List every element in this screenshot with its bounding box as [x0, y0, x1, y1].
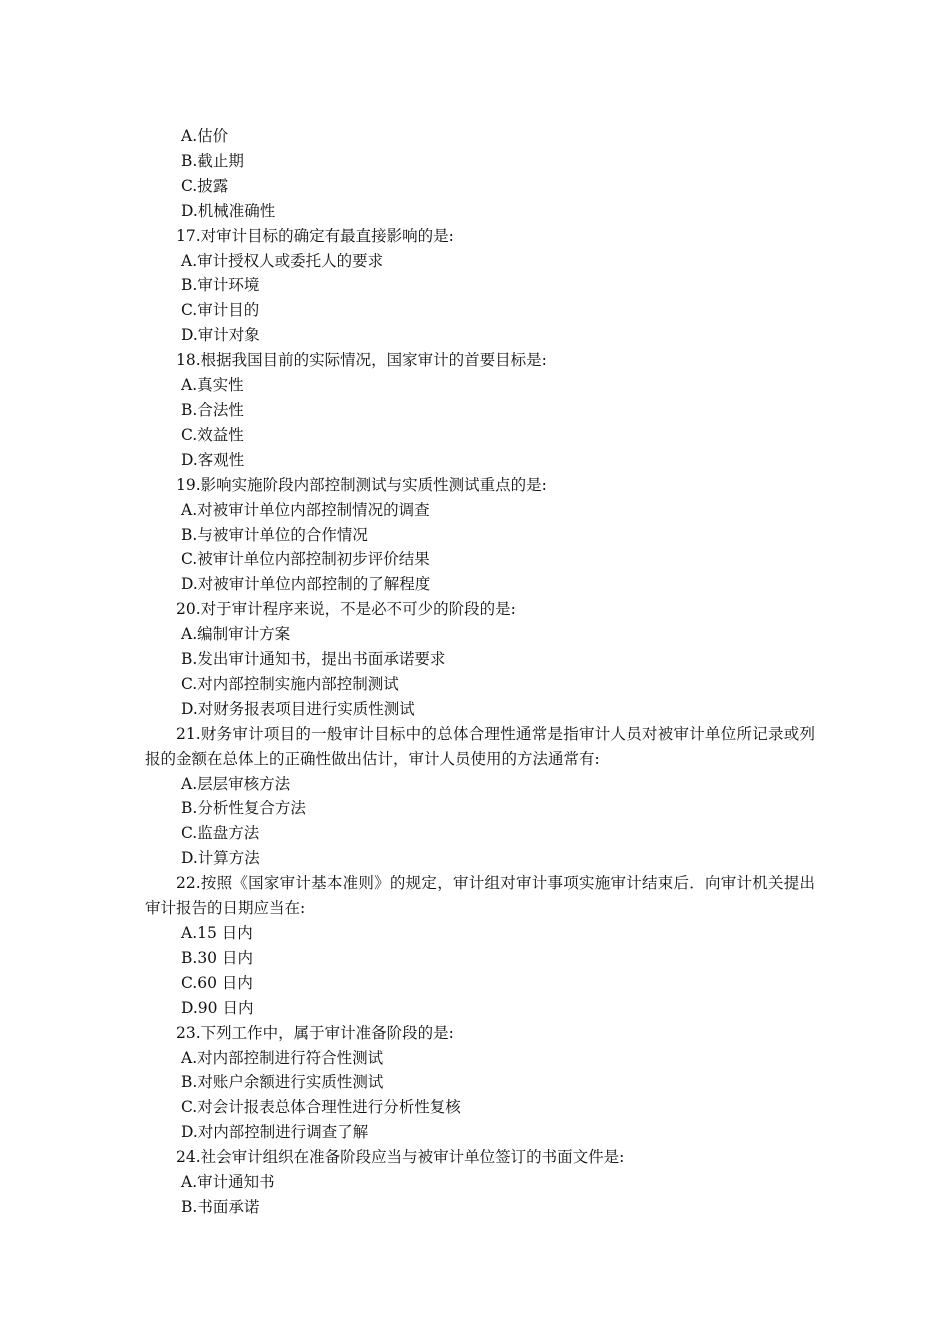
- q22-stem: 22.按照《国家审计基本准则》的规定，审计组对审计事项实施审计结束后．向审计机关提出审计报告的日期应当在:: [145, 874, 815, 918]
- q23-option-a: A.对内部控制进行符合性测试: [181, 1048, 384, 1067]
- q18-option-a: A.真实性: [181, 376, 244, 395]
- q16-option-d: D.机械准确性: [181, 201, 276, 220]
- q17-option-c: C.审计目的: [181, 301, 260, 320]
- q17-option-b: B.审计环境: [181, 276, 260, 295]
- q21-option-c: C.监盘方法: [181, 824, 260, 843]
- q20-option-c: C.对内部控制实施内部控制测试: [181, 674, 399, 693]
- q20-option-a: A.编制审计方案: [181, 625, 291, 644]
- q21-option-b: B.分析性复合方法: [181, 799, 306, 818]
- q22-option-b: B.30 日内: [181, 948, 253, 967]
- q21-option-a: A.层层审核方法: [181, 774, 291, 793]
- q16-option-b: B.截止期: [181, 151, 244, 170]
- q23-option-c: C.对会计报表总体合理性进行分析性复核: [181, 1098, 461, 1117]
- q20-option-d: D.对财务报表项目进行实质性测试: [181, 699, 415, 718]
- q22-option-d: D.90 日内: [181, 998, 254, 1017]
- q17-stem: 17.对审计目标的确定有最直接影响的是:: [176, 226, 454, 245]
- q19-option-b: B.与被审计单位的合作情况: [181, 525, 368, 544]
- q23-stem: 23.下列工作中，属于审计准备阶段的是:: [176, 1023, 454, 1042]
- q24-stem: 24.社会审计组织在准备阶段应当与被审计单位签订的书面文件是:: [176, 1148, 625, 1167]
- q18-option-d: D.客观性: [181, 450, 245, 469]
- q22-option-a: A.15 日内: [181, 924, 253, 942]
- q20-option-b: B.发出审计通知书，提出书面承诺要求: [181, 650, 446, 669]
- q21-option-d: D.计算方法: [181, 849, 260, 868]
- q23-option-b: B.对账户余额进行实质性测试: [181, 1073, 384, 1092]
- q24-option-a: A.审计通知书: [181, 1173, 275, 1192]
- q16-option-a: A.估价: [181, 127, 229, 145]
- q18-option-c: C.效益性: [181, 425, 244, 444]
- q19-stem: 19.影响实施阶段内部控制测试与实质性测试重点的是:: [176, 475, 547, 494]
- q19-option-d: D.对被审计单位内部控制的了解程度: [181, 575, 431, 594]
- q24-option-b: B.书面承诺: [181, 1197, 260, 1216]
- q19-option-c: C.被审计单位内部控制初步评价结果: [181, 550, 430, 569]
- q18-option-b: B.合法性: [181, 400, 244, 419]
- q16-option-c: C.披露: [181, 176, 229, 195]
- q22-option-c: C.60 日内: [181, 973, 253, 992]
- q17-option-a: A.审计授权人或委托人的要求: [181, 251, 384, 270]
- q19-option-a: A.对被审计单位内部控制情况的调查: [181, 500, 430, 519]
- q18-stem: 18.根据我国目前的实际情况，国家审计的首要目标是:: [176, 351, 547, 370]
- document-body: [145, 124, 815, 1220]
- q21-stem: 21.财务审计项目的一般审计目标中的总体合理性通常是指审计人员对被审计单位所记录或列报的金额在总体上的正确性做出估计，审计人员使用的方法通常有:: [145, 724, 815, 768]
- q20-stem: 20.对于审计程序来说，不是必不可少的阶段的是:: [176, 600, 516, 619]
- q17-option-d: D.审计对象: [181, 326, 260, 345]
- q23-option-d: D.对内部控制进行调查了解: [181, 1123, 369, 1142]
